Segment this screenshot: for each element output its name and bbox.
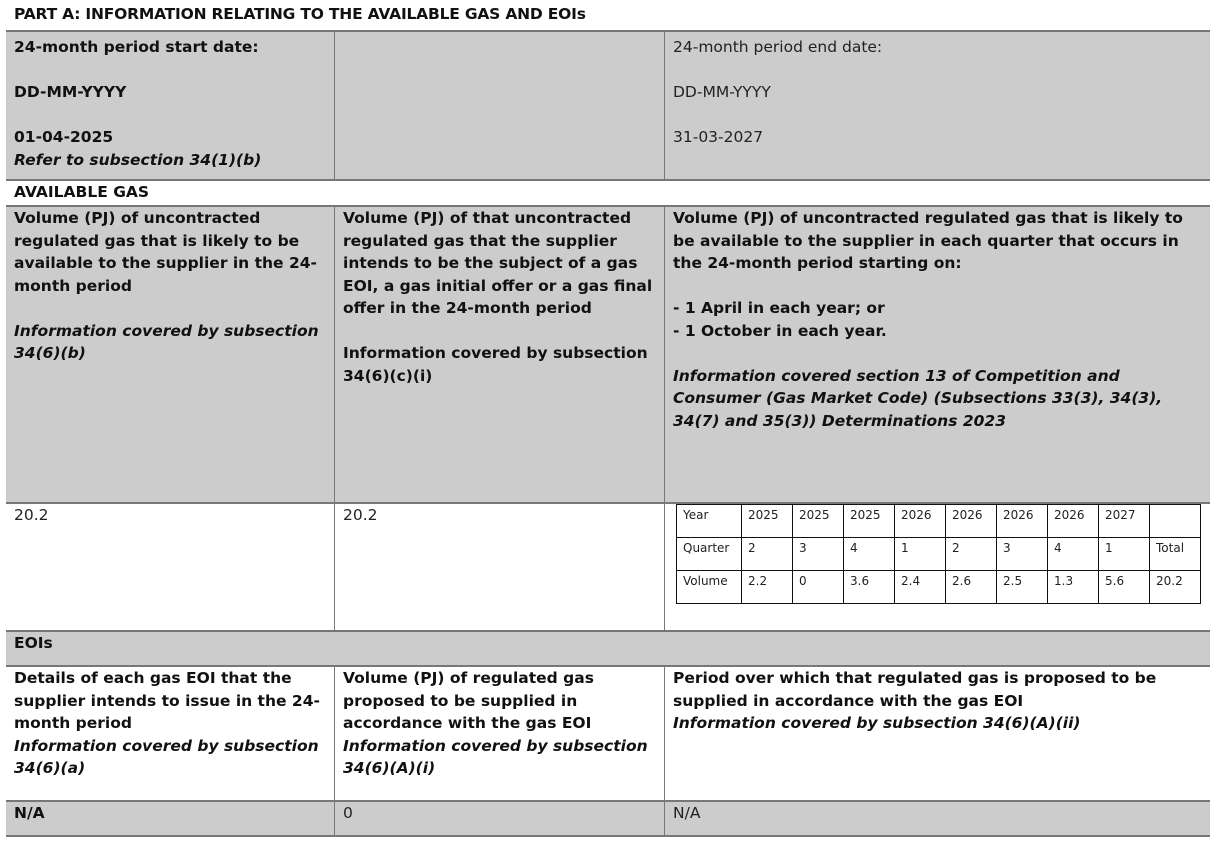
eoi-period-value-cell (664, 802, 1210, 835)
quarter-cell: 3 (793, 538, 844, 571)
eois-section-row (6, 630, 1210, 666)
start-date-note: Refer to subsection 34(1)(b) (14, 150, 262, 169)
volume-total-cell[interactable]: 20.2 (1150, 571, 1201, 604)
year-cell: 2026 (895, 505, 946, 538)
volume-label: Volume (677, 571, 742, 604)
eoi-period-heading: Period over which that regulated gas is proposed to be supplied in accordance with the gas EOI (673, 669, 1157, 710)
eoi-period-note: Information covered by subsection 34(6)(A)(ii) (673, 714, 1081, 732)
eois-values-row (6, 800, 1210, 837)
eois-header-row (6, 665, 1210, 801)
available-gas-values-row (6, 502, 1210, 631)
quarter-cell: 4 (844, 538, 895, 571)
eoi-volume-value-cell (334, 504, 664, 631)
volume-row (677, 571, 1201, 604)
eoi-details-value[interactable]: N/A (14, 804, 45, 822)
end-date-format: DD-MM-YYYY (673, 83, 771, 101)
start-date-value[interactable]: 01-04-2025 (14, 128, 114, 146)
volume-cell[interactable]: 5.6 (1099, 571, 1150, 604)
volume-cell[interactable]: 2.4 (895, 571, 946, 604)
volume-cell[interactable]: 2.6 (946, 571, 997, 604)
eoi-volume-supplied-note: Information covered by subsection 34(6)(A)(i) (343, 736, 648, 777)
year-cell: 2026 (997, 505, 1048, 538)
quarter-cell: 1 (895, 538, 946, 571)
volume-cell[interactable]: 2.5 (997, 571, 1048, 604)
eoi-volume-header (334, 207, 664, 503)
eoi-volume-value[interactable]: 0 (343, 804, 353, 822)
available-gas-header-row (6, 205, 1210, 503)
total-label-cell: Total (1150, 538, 1201, 571)
year-row (677, 505, 1201, 538)
volume-cell[interactable]: 1.3 (1048, 571, 1099, 604)
total-volume-value-cell (6, 504, 334, 631)
quarter-cell: 3 (997, 538, 1048, 571)
available-gas-section-row (6, 181, 1210, 205)
quarterly-table-cell (664, 504, 1210, 631)
eois-heading: EOIs (14, 634, 53, 652)
eoi-period-value[interactable]: N/A (673, 804, 701, 822)
volume-cell[interactable]: 2.2 (742, 571, 793, 604)
year-cell: 2026 (1048, 505, 1099, 538)
eoi-details-note: Information covered by subsection 34(6)(a) (14, 736, 319, 777)
end-date-cell (664, 32, 1210, 179)
quarterly-volume-note: Information covered section 13 of Competition and Consumer (Gas Market Code) (Subsections 33(3), 34(3), 34(7) and 35(3)) Determinations 2023 (673, 366, 1163, 430)
volume-cell[interactable]: 0 (793, 571, 844, 604)
quarter-cell: 2 (946, 538, 997, 571)
eoi-volume-value-cell (334, 802, 664, 835)
quarter-cell: 1 (1099, 538, 1150, 571)
quarter-row (677, 538, 1201, 571)
year-cell (1150, 505, 1201, 538)
eoi-period-header (664, 667, 1210, 801)
year-cell: 2025 (844, 505, 895, 538)
year-label: Year (677, 505, 742, 538)
eoi-volume-heading: Volume (PJ) of that uncontracted regulated gas that the supplier intends to be the subject of a gas EOI, a gas initial offer or a gas final offer in the 24-month period (343, 209, 653, 317)
page-title: PART A: INFORMATION RELATING TO THE AVAILABLE GAS AND EOIs (14, 5, 586, 23)
eoi-details-heading: Details of each gas EOI that the supplier intends to issue in the 24-month period (14, 669, 320, 732)
start-date-cell (6, 32, 334, 179)
volume-cell[interactable]: 3.6 (844, 571, 895, 604)
year-cell: 2025 (742, 505, 793, 538)
start-date-label: 24-month period start date: (14, 38, 259, 56)
quarter-label: Quarter (677, 538, 742, 571)
eoi-details-header (6, 667, 334, 801)
year-cell: 2027 (1099, 505, 1150, 538)
bullet-october: - 1 October in each year. (673, 321, 887, 340)
total-volume-value[interactable]: 20.2 (14, 506, 49, 524)
bullet-april: - 1 April in each year; or (673, 299, 885, 317)
eoi-volume-note: Information covered by subsection 34(6)(c)(i) (343, 344, 648, 385)
eoi-volume-supplied-header (334, 667, 664, 801)
end-date-value[interactable]: 31-03-2027 (673, 128, 764, 146)
total-volume-note: Information covered by subsection 34(6)(b) (14, 321, 319, 362)
total-volume-heading: Volume (PJ) of uncontracted regulated gas that is likely to be available to the supplier in the 24-month period (14, 209, 317, 295)
quarterly-volume-table (676, 504, 1201, 604)
quarter-cell: 2 (742, 538, 793, 571)
eoi-volume-value[interactable]: 20.2 (343, 506, 378, 524)
start-date-format: DD-MM-YYYY (14, 83, 127, 101)
eoi-volume-supplied-heading: Volume (PJ) of regulated gas proposed to be supplied in accordance with the gas EOI (343, 669, 594, 732)
available-gas-heading: AVAILABLE GAS (14, 183, 150, 201)
eoi-details-value-cell (6, 802, 334, 835)
year-cell: 2026 (946, 505, 997, 538)
year-cell: 2025 (793, 505, 844, 538)
end-date-label: 24-month period end date: (673, 38, 883, 56)
period-row (6, 30, 1210, 181)
quarterly-volume-header (664, 207, 1210, 503)
empty-cell (334, 32, 664, 179)
quarter-cell: 4 (1048, 538, 1099, 571)
quarterly-volume-heading: Volume (PJ) of uncontracted regulated gas that is likely to be available to the supplier in each quarter that occurs in the 24-month period starting on: (673, 209, 1183, 272)
total-volume-header (6, 207, 334, 503)
